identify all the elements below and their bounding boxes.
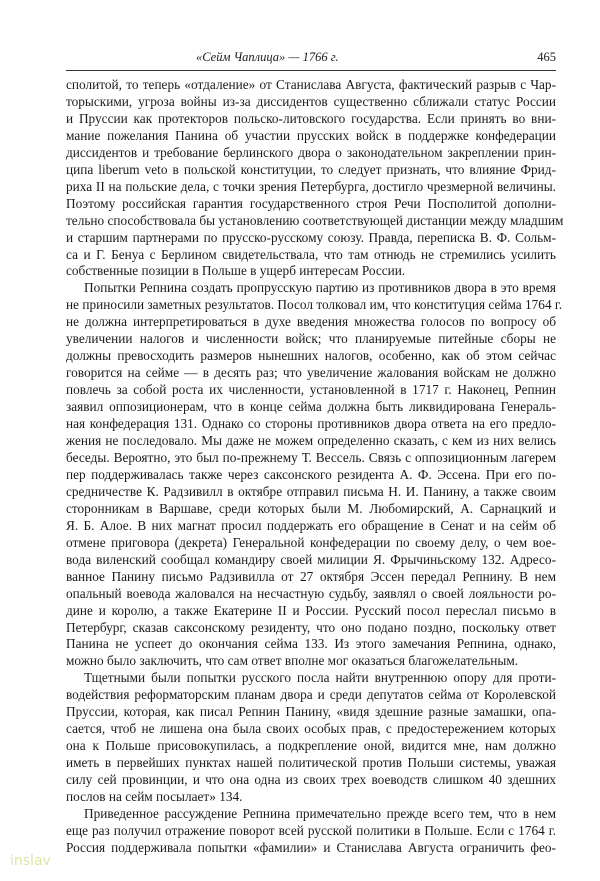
body-text	[66, 77, 564, 857]
text-line: Панина не успеет до окончания сейма 133. Из этого замечания Репнина, однако,	[66, 636, 556, 652]
text-line: отмене приговора (декрета) Генеральной конфедерации по своему делу, о чем вое-	[66, 534, 556, 550]
text-line: сполитой, то теперь «отдаление» от Станислава Августа, фактический разрыв с Чар-	[66, 77, 556, 92]
text-line: иметь в первейших пунктах нашей политической против Польши системы, уважая	[66, 755, 556, 771]
text-line: можно было заключить, что сам ответ вполне мог оказаться благожелательным.	[66, 653, 519, 669]
text-line: мание пожелания Панина об участии прусских войск в поддержке конфедерации	[66, 127, 556, 143]
text-line: беседы. Вероятно, это был по-прежнему Т. Вессель. Связь с оппозиционным лагерем	[66, 449, 556, 465]
text-line: заявил оппозиционерам, что в конце сейма должна быть ликвидирована Генераль-	[66, 399, 556, 415]
text-line: средничестве К. Радзивилл в октябре отправил письма Н. И. Панину, а также своим	[66, 483, 556, 499]
text-line: опальный воевода жаловался на несчастную судьбу, заявлял о своей лояльности ро-	[66, 585, 556, 601]
text-line: Пруссии, которая, как писал Репнин Панину, «видя здешние разные замашки, опа-	[66, 704, 556, 720]
text-line: послов на сейм посылает» 134.	[66, 789, 243, 805]
text-line: Тщетными были попытки русского посла найти внутреннюю опору для проти-	[84, 670, 556, 686]
text-line: вода виленский сообщал командиру своей милиции Я. Фрычиньскому 132. Адресо-	[66, 551, 556, 567]
text-line: она к Польше присовокупилась, а подкрепление оной, видится мне, нам должно	[66, 738, 556, 754]
text-line: Попытки Репнина создать пропрусскую партию из противников двора в это время	[84, 280, 556, 296]
text-line: диссидентов и требование берлинского двора о законодательном закреплении прин-	[66, 144, 556, 160]
text-line: повлечь за собой роста их численности, установленной в 1717 г. Наконец, Репнин	[66, 382, 556, 398]
page-number: 465	[537, 50, 556, 64]
text-line: пер поддерживалась также через саксонского резидента А. Ф. Эссена. При его по-	[66, 466, 556, 482]
text-line: собственные позиции в Польше в ущерб интересам России.	[66, 263, 406, 279]
text-line: силу сей провинции, и что она одна из своих трех воеводств слишком 40 здешних	[66, 772, 556, 788]
text-line: Поэтому российская гарантия государственного строя Речи Посполитой дополни-	[66, 195, 556, 211]
text-line: и старшим партнерами по прусско-русскому союзу. Правда, переписка В. Ф. Сольм-	[66, 229, 556, 245]
text-line: тельно способствовала бы установлению соответствующей дистанции между младшим	[66, 212, 564, 228]
text-line: са и Г. Бенуа с Берлином свидетельствала, что там отнюдь не стремились усилить	[66, 246, 556, 262]
text-line: торыскими, угроза войны из-за диссидентов существенно сближали статус России	[66, 93, 556, 109]
text-line: водействия реформаторским планам двора и среди депутатов сейма от Королевской	[66, 687, 556, 703]
text-line: Петербург, сказав саксонскому резиденту, что оно подано поздно, поскольку ответ	[66, 619, 556, 635]
text-line: увеличении налогов и численности войск; что планируемые питейные сборы не	[66, 331, 556, 347]
text-line: должны превосходить размеров нынешних налогов, особенно, как об этом сейчас	[66, 348, 556, 364]
text-line: сторонникам в Варшаве, среди которых были М. Любомирский, А. Сарнацкий и	[66, 500, 556, 516]
text-line: говорится на сейме — в десять раз; что увеличение жалования войскам не должно	[66, 365, 556, 381]
text-line: Я. Б. Алое. В них магнат просил поддержать его обращение в Сенат и на сейм об	[66, 517, 556, 533]
text-line: дине и королю, а также Екатерине II и России. Русский посол переслал письмо в	[66, 602, 556, 618]
header-rule	[66, 70, 556, 71]
text-line: Россия поддерживала попытки «фамилии» и Станислава Августа ограничить фео-	[66, 839, 556, 855]
text-line: жения не последовало. Мы даже не можем определенно сказать, с кем из них велись	[66, 433, 556, 449]
running-title: «Сейм Чаплица» — 1766 г.	[196, 50, 339, 64]
text-line: не приносили заметных результатов. Посол толковал им, что конституция сейма 1764 г.	[66, 297, 563, 313]
text-line: еще раз получил отражение поворот всей русской политики в Польше. Если с 1764 г.	[66, 822, 556, 838]
text-line: и Пруссии как протекторов польско-литовского государства. Если принять во вни-	[66, 110, 556, 126]
text-line: не должна интерпретироваться в духе введения множества голосов по вопросу об	[66, 314, 556, 330]
watermark: inslav	[10, 853, 51, 869]
text-line: ная конфедерация 131. Однако со стороны противников двора ответа на его предло-	[66, 416, 556, 432]
text-line: риха II на польские дела, с точки зрения Петербурга, достигло чрезмерной величины.	[66, 178, 556, 194]
text-line: Приведенное рассуждение Репнина примечательно прежде всего тем, что в нем	[84, 805, 556, 821]
text-line: сается, чтоб не лишена она была своих особых прав, с предостережением которых	[66, 721, 556, 737]
text-line: ванное Панину письмо Радзивилла от 27 октября Эссен передал Репнину. В нем	[66, 568, 556, 584]
text-line: ципа liberum veto в польской конституции, то следует признать, что влияние Фрид-	[66, 161, 556, 177]
